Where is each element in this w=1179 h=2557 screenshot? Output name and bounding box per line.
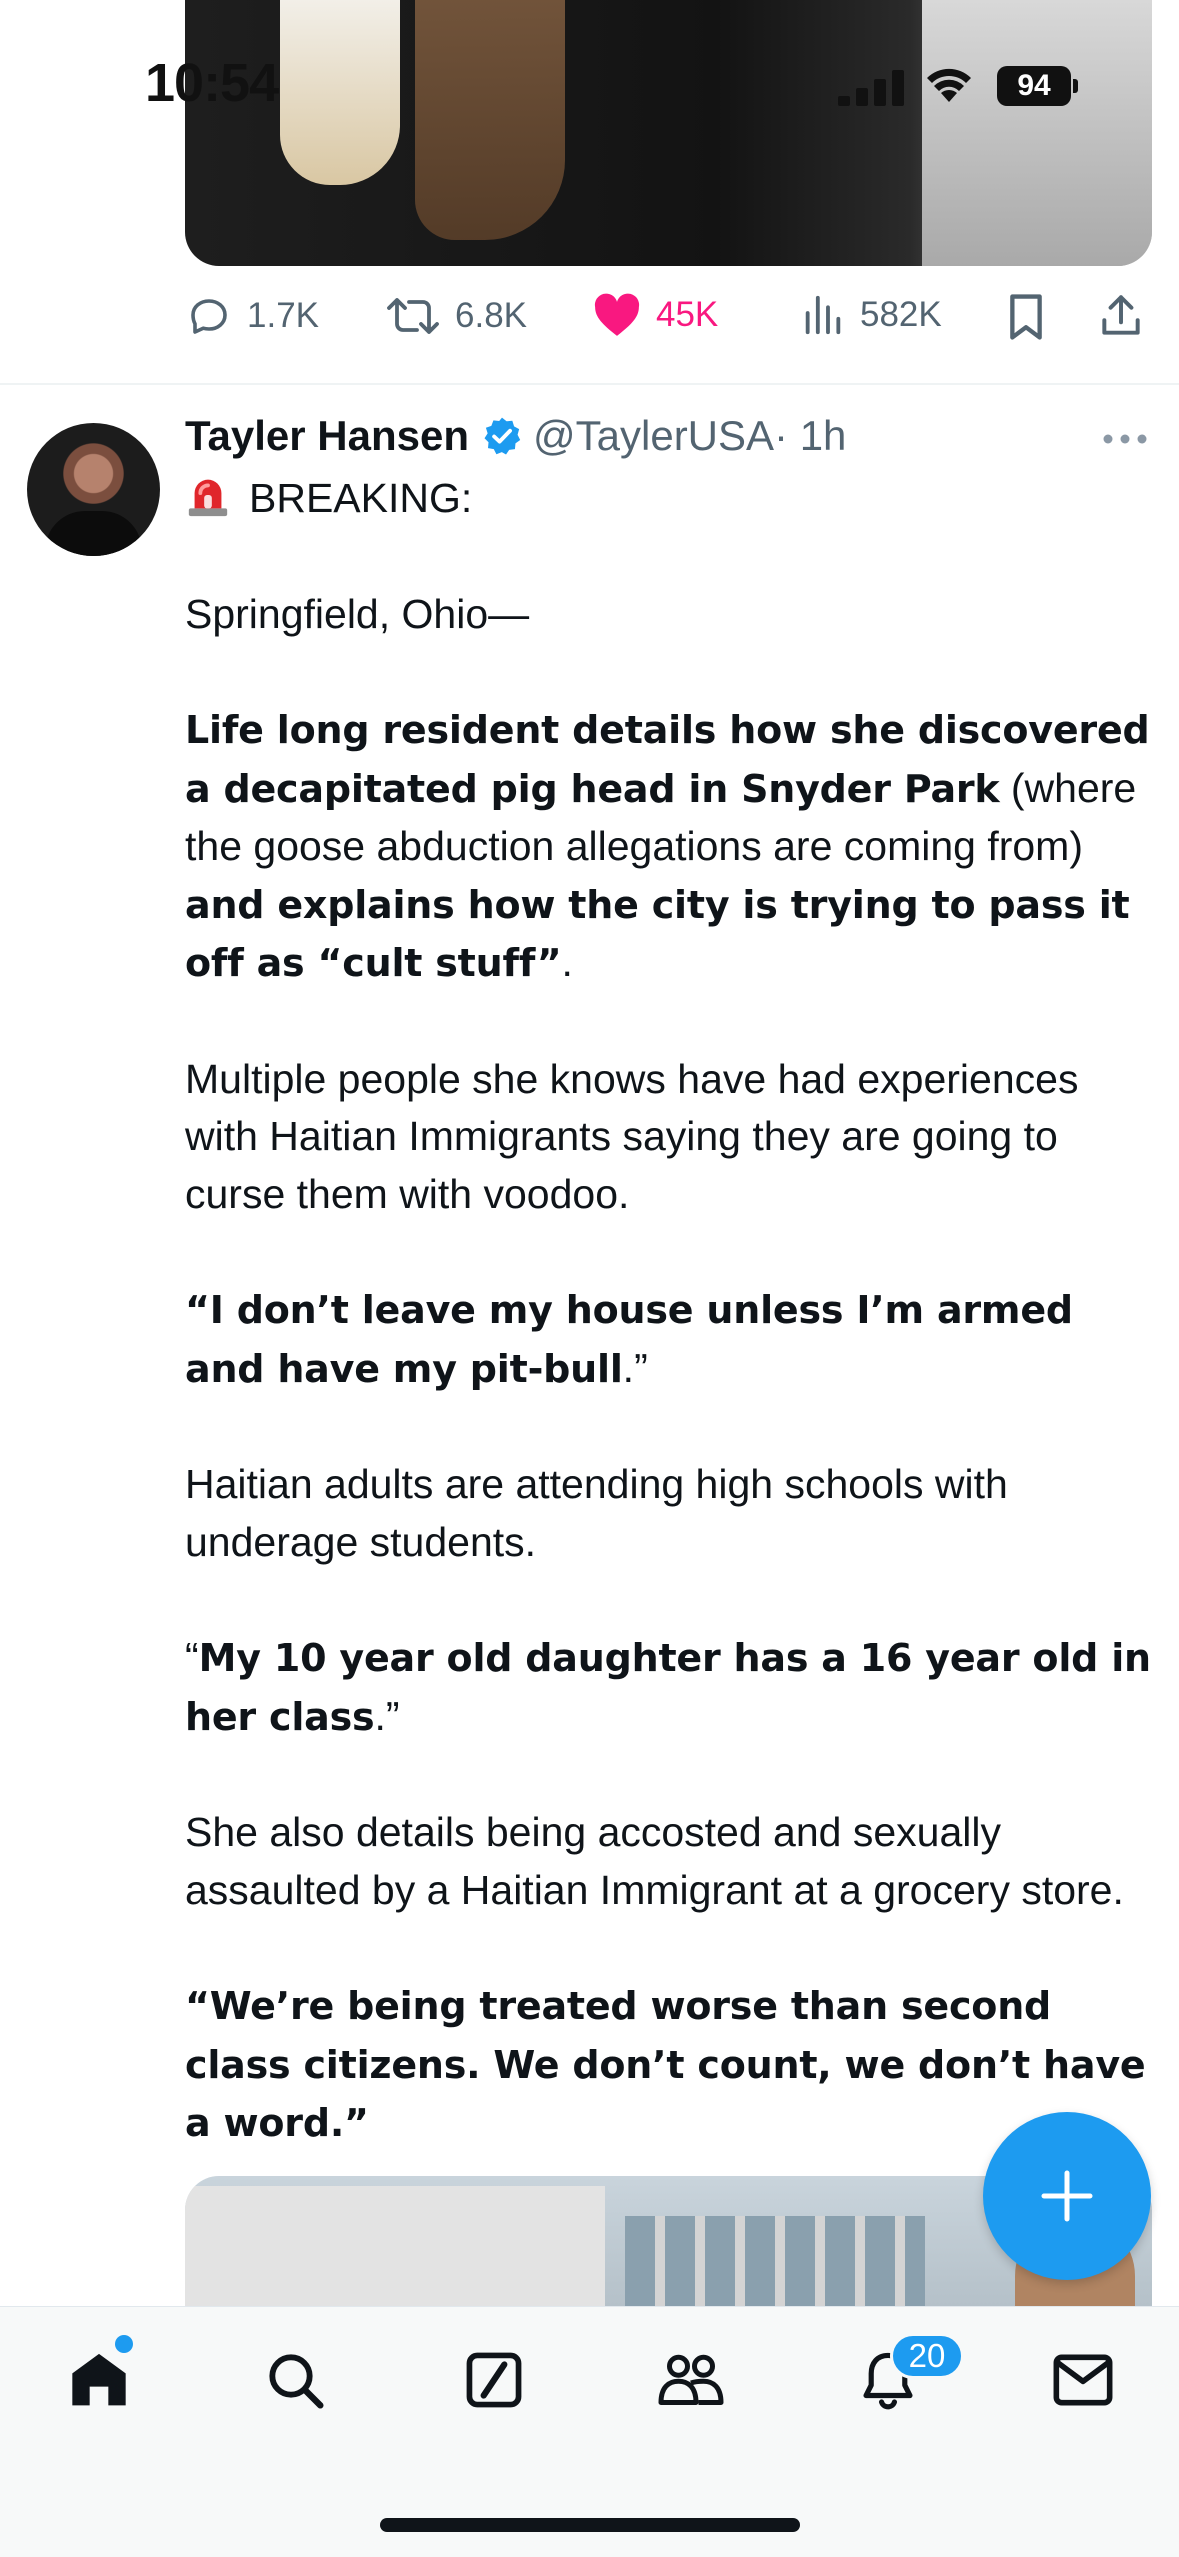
battery-indicator: 94: [997, 66, 1071, 106]
retweet-button[interactable]: [385, 292, 527, 340]
reply-count: 1.7K: [247, 296, 319, 335]
tweet-text: [185, 470, 1155, 2211]
media-detail: [185, 2186, 605, 2306]
tweet-paragraph: Springfield, Ohio—: [185, 590, 530, 637]
retweet-icon: [385, 292, 441, 340]
wifi-icon: [924, 62, 974, 106]
author-name[interactable]: Tayler Hansen: [185, 412, 470, 459]
status-time: 10:54: [145, 53, 279, 113]
tweet-paragraph: “I don’t leave my house unless I’m armed and have my pit-bull.”: [185, 1288, 1073, 1391]
like-count: 45K: [656, 295, 719, 334]
media-detail: [280, 0, 400, 185]
nav-grok[interactable]: [459, 2345, 529, 2415]
grok-icon: [463, 2349, 525, 2411]
bookmark-icon: [1003, 292, 1049, 342]
tweet-paragraph: Multiple people she knows have had experiences with Haitian Immigrants saying they are going to curse them with voodoo.: [185, 1055, 1079, 1217]
reply-button[interactable]: [185, 292, 319, 340]
tweet-paragraph: “My 10 year old daughter has a 16 year old in her class.”: [185, 1634, 1151, 1739]
views-button[interactable]: [800, 292, 942, 338]
like-button[interactable]: [592, 292, 718, 338]
more-options-button[interactable]: [1102, 432, 1148, 451]
search-icon: [263, 2348, 327, 2412]
tweet-paragraph: [185, 470, 1155, 528]
tweet-timestamp[interactable]: · 1h: [774, 412, 847, 459]
tweet-paragraph: “We’re being treated worse than second class citizens. We don’t count, we don’t have a word.”: [185, 1984, 1146, 2145]
nav-search[interactable]: [260, 2345, 330, 2415]
envelope-icon: [1051, 2352, 1115, 2408]
tweet-divider: [0, 383, 1179, 385]
media-detail: [415, 0, 565, 240]
more-icon: [1102, 432, 1148, 446]
reply-icon: [185, 292, 233, 340]
bookmark-button[interactable]: [1003, 292, 1063, 342]
views-count: 582K: [860, 295, 942, 334]
share-button[interactable]: [1096, 290, 1160, 342]
breaking-label: BREAKING:: [249, 475, 473, 521]
nav-messages[interactable]: [1048, 2345, 1118, 2415]
notification-badge: 20: [890, 2333, 964, 2379]
rotating-light-icon: [185, 472, 231, 518]
compose-button[interactable]: [983, 2112, 1151, 2280]
battery-tip: [1073, 79, 1078, 93]
tweet-author-row: [185, 412, 846, 460]
share-icon: [1096, 290, 1146, 342]
media-detail: [625, 2216, 925, 2306]
retweet-count: 6.8K: [455, 296, 527, 335]
nav-communities[interactable]: [656, 2345, 726, 2415]
previous-tweet-media[interactable]: [185, 0, 1152, 266]
tweet-paragraph: Life long resident details how she discovered a decapitated pig head in Snyder Park (where the goose abduction allegations are coming from) and explains how the city is trying to pass it off as “cult stuff”.: [185, 708, 1150, 985]
views-icon: [800, 292, 846, 338]
tweet-paragraph: She also details being accosted and sexually assaulted by a Haitian Immigrant at a grocery store.: [185, 1809, 1124, 1913]
verified-badge-icon: [481, 415, 523, 457]
home-icon: [67, 2348, 131, 2412]
signal-icon: [838, 68, 908, 106]
media-background: [922, 0, 1152, 266]
unread-indicator: [115, 2335, 133, 2353]
communities-icon: [656, 2349, 726, 2411]
avatar[interactable]: [27, 423, 160, 556]
heart-icon: [592, 292, 642, 338]
tweet-paragraph: Haitian adults are attending high schools with underage students.: [185, 1461, 1008, 1565]
nav-home[interactable]: [64, 2345, 134, 2415]
author-handle[interactable]: @TaylerUSA: [533, 412, 775, 459]
plus-icon: [1040, 2169, 1094, 2223]
home-indicator: [380, 2518, 800, 2532]
